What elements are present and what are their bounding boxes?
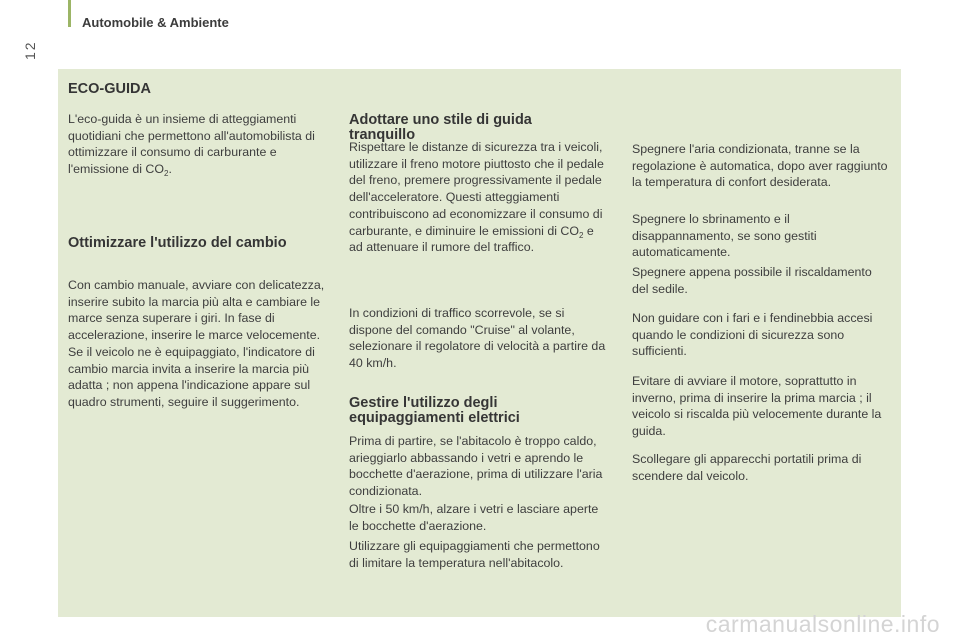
header-rule xyxy=(68,0,71,27)
sedile-paragraph: Spegnere appena possibile il riscaldamento del sedile. xyxy=(632,265,872,296)
heading-cambio: Ottimizzare l'utilizzo del cambio xyxy=(68,235,287,251)
fari-paragraph: Non guidare con i fari e i fendinebbia accesi quando le condizioni di sicurezza sono sufficienti. xyxy=(632,311,873,359)
page-number: 12 xyxy=(22,40,38,60)
equip-paragraph-3: Utilizzare gli equipaggiamenti che permettono di limitare la temperatura nell'abitacolo. xyxy=(349,539,600,570)
portatili-paragraph: Scollegare gli apparecchi portatili prima di scendere dal veicolo. xyxy=(632,452,862,483)
cruise-paragraph: In condizioni di traffico scorrevole, se si dispone del comando "Cruise" al volante, selezionare il regolatore di velocità a partire da 40 km/h. xyxy=(349,306,606,371)
cambio-paragraph: Con cambio manuale, avviare con delicatezza, inserire subito la marcia più alta e cambiare le marce senza superare i giri. In fase di accelerazione, inserire le marce velocemente. Se il veicolo ne è equipaggiato, l'indicatore di cambio marcia invita a inserire la marcia più adatta ; non appena l'indicazione appare sul quadro strumenti, seguire il suggerimento. xyxy=(68,278,325,409)
section-title: Automobile & Ambiente xyxy=(82,15,229,30)
equip-paragraph-1: Prima di partire, se l'abitacolo è troppo caldo, arieggiarlo abbassando i vetri e aprendo le bocchette d'aerazione, prima di utilizzare l'aria condizionata. xyxy=(349,434,603,499)
content-panel xyxy=(58,69,901,617)
sbrinamento-paragraph: Spegnere lo sbrinamento e il disappannamento, se sono gestiti automaticamente. xyxy=(632,212,817,260)
watermark: carmanualsonline.info xyxy=(705,611,940,637)
heading-guida-tranquilla: Adottare uno stile di guida tranquillo xyxy=(349,112,532,143)
aria-paragraph: Spegnere l'aria condizionata, tranne se la regolazione è automatica, dopo aver raggiunto la temperatura di confort desiderata. xyxy=(632,142,888,190)
page-title: ECO-GUIDA xyxy=(68,81,151,97)
guida-paragraph: Rispettare le distanze di sicurezza tra i veicoli, utilizzare il freno motore piuttosto che il pedale del freno, premere progressivamente il pedale dell'acceleratore. Questi atteggiamenti contribuiscono ad economizzare il consumo di carburante, e diminuire le emissioni di $CO_2$ e ad attenuare il rumore del traffico. xyxy=(349,140,604,255)
equip-paragraph-2: Oltre i 50 km/h, alzare i vetri e lasciare aperte le bocchette d'aerazione. xyxy=(349,502,599,533)
intro-paragraph: L'eco-guida è un insieme di atteggiamenti quotidiani che permettono all'automobilista di ottimizzare il consumo di carburante e l'emissione di $CO_2$. xyxy=(68,112,315,179)
motore-paragraph: Evitare di avviare il motore, soprattutto in inverno, prima di inserire la prima marcia ; il veicolo si riscalda più velocemente durante la guida. xyxy=(632,374,882,439)
heading-equipaggiamenti: Gestire l'utilizzo degli equipaggiamenti elettrici xyxy=(349,395,520,426)
